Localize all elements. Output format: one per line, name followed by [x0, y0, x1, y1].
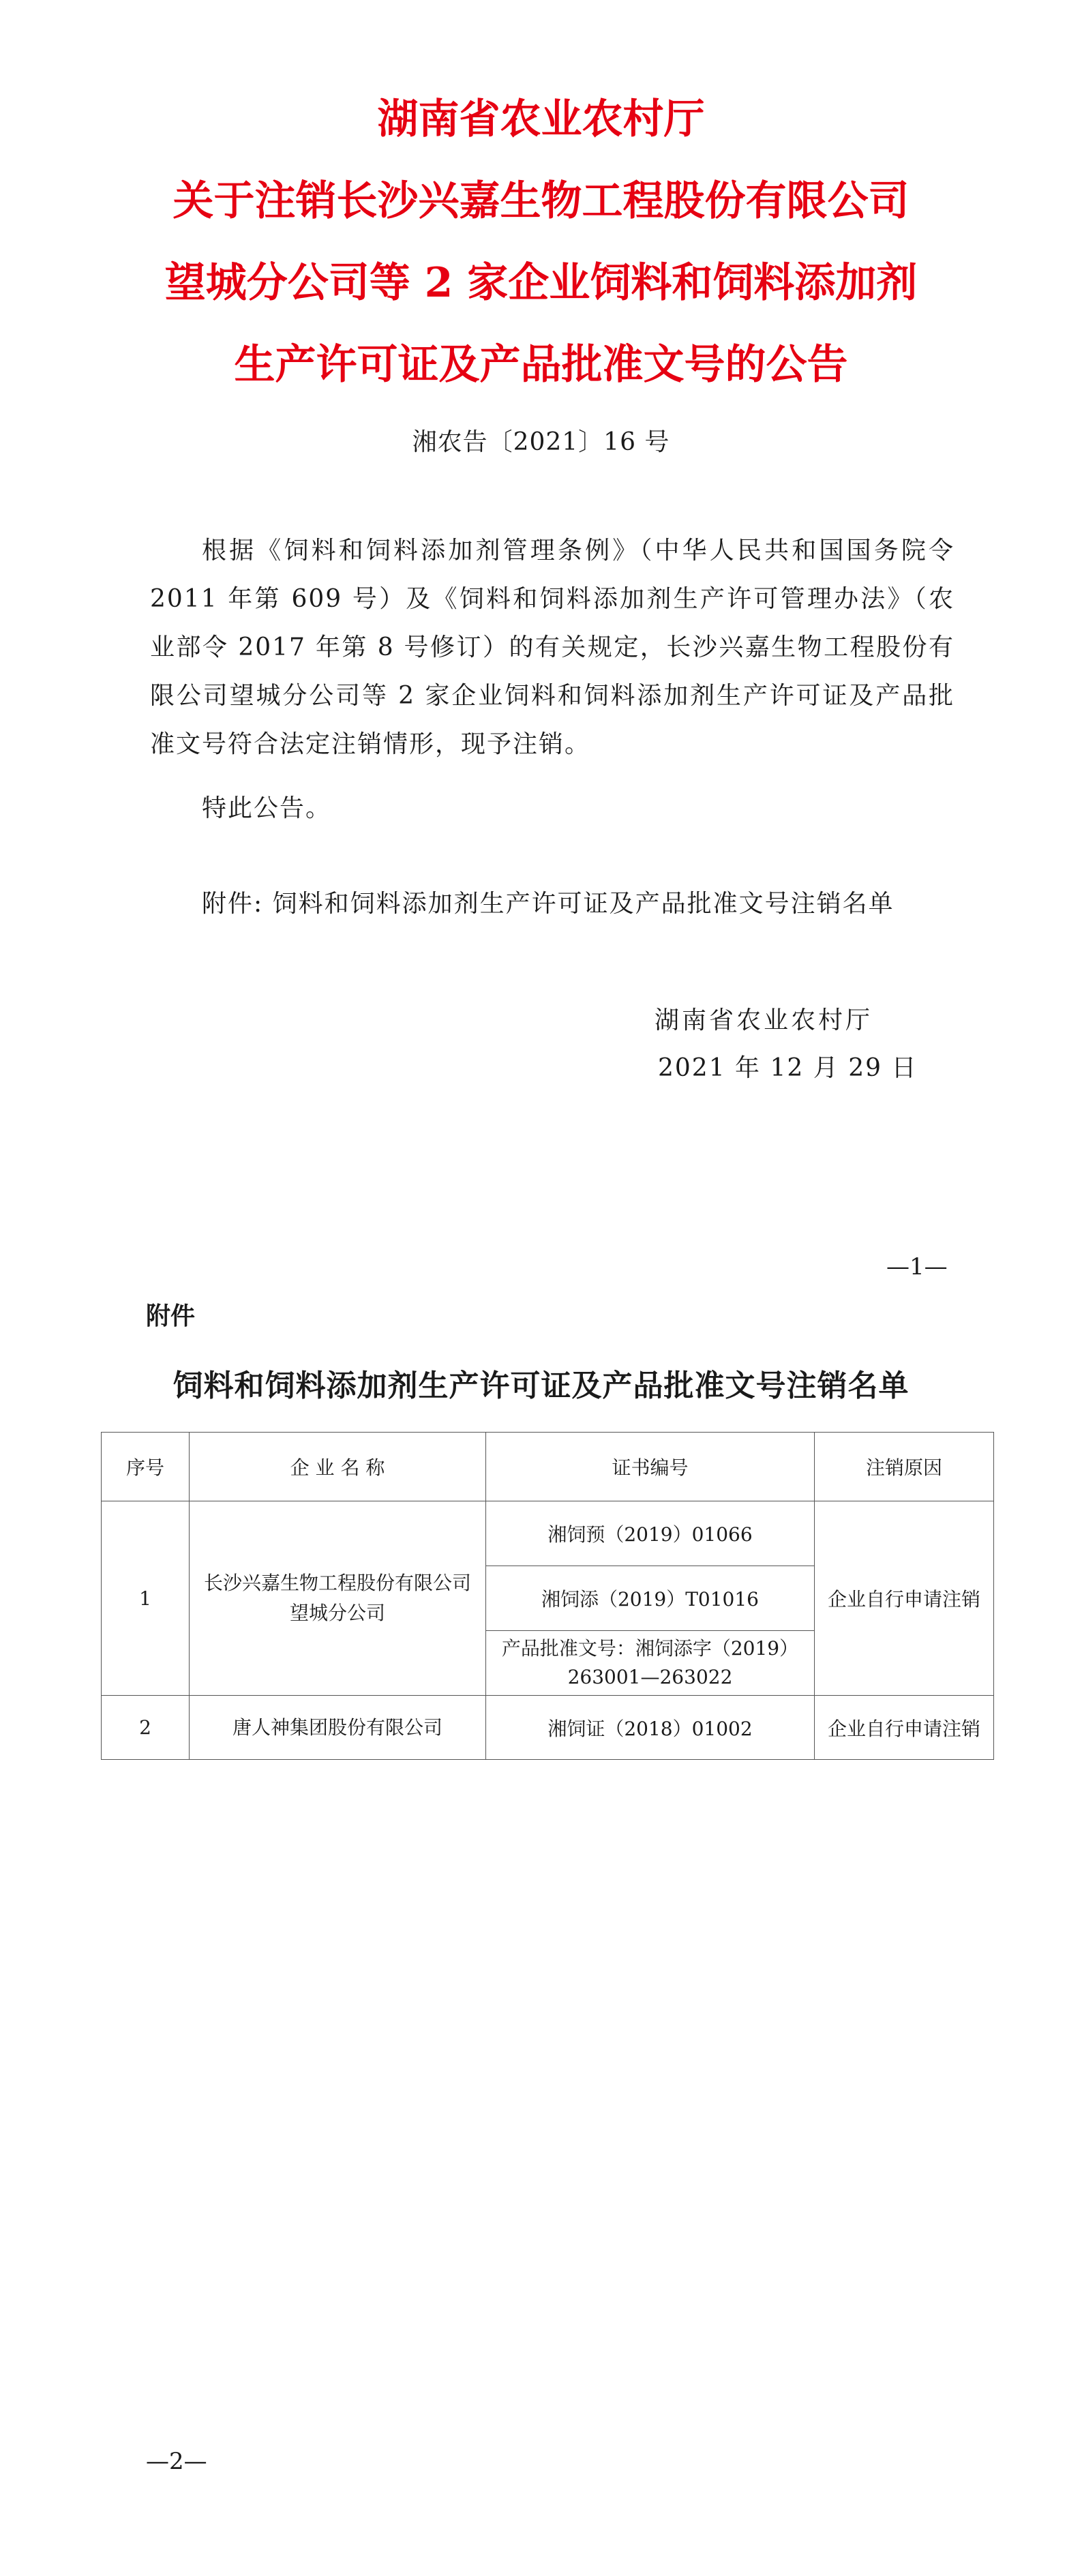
row-1-cert-3 — [486, 1631, 815, 1696]
row-2-cert-1: 湘饲证（2018）01002 — [486, 1696, 815, 1760]
row-1-no: 1 — [102, 1501, 190, 1696]
row-2-company: 唐人神集团股份有限公司 — [190, 1696, 486, 1760]
title-line-4: 生产许可证及产品批准文号的公告 — [234, 341, 848, 389]
attachment-label: 附件 — [146, 1302, 196, 1330]
title-line-3: 望城分公司等 2 家企业饲料和饲料添加剂 — [164, 259, 918, 307]
signature-date: 2021 年 12 月 29 日 — [658, 1054, 918, 1082]
signature-organization: 湖南省农业农村厅 — [655, 1006, 873, 1034]
body-paragraph-1: 根据《饲料和饲料添加剂管理条例》（中华人民共和国国务院令 2011 年第 609 号）及《饲料和饲料添加剂生产许可管理办法》（农业部令 2017 年第 8 号修订）的有关规定，长沙兴嘉生物工程股份有限公司望城分公司等 2 家企业饲料和饲料添加剂生产许可证及产品批准文号符合法定注销情形，现予注销。 — [150, 537, 955, 758]
body-paragraph-2: 特此公告。 — [202, 794, 332, 822]
row-2-no: 2 — [102, 1696, 190, 1760]
row-1-cert-2: 湘饲添（2019）T01016 — [486, 1566, 815, 1631]
row-1-cert-1: 湘饲预（2019）01066 — [486, 1501, 815, 1566]
attachment-title: 饲料和饲料添加剂生产许可证及产品批准文号注销名单 — [172, 1368, 910, 1403]
table-header-row — [102, 1433, 994, 1501]
page-number-2: —2— — [146, 2448, 207, 2475]
document-number: 湘农告〔2021〕16 号 — [412, 428, 670, 456]
title-line-1: 湖南省农业农村厅 — [377, 95, 705, 143]
row-1-cert-3-line-2: 263001—263022 — [567, 1666, 733, 1688]
table-row — [102, 1696, 994, 1760]
attachment-reference: 附件: 饲料和饲料添加剂生产许可证及产品批准文号注销名单 — [202, 890, 895, 918]
row-1-reason: 企业自行申请注销 — [815, 1501, 994, 1696]
title-line-2: 关于注销长沙兴嘉生物工程股份有限公司 — [172, 177, 910, 225]
announcement-title — [0, 78, 1082, 406]
cancellation-table — [101, 1432, 994, 1760]
header-no: 序号 — [102, 1433, 190, 1501]
table-row — [102, 1501, 994, 1566]
page-number-1: —1— — [886, 1253, 948, 1280]
header-cert: 证书编号 — [486, 1433, 815, 1501]
header-reason: 注销原因 — [815, 1433, 994, 1501]
row-2-reason: 企业自行申请注销 — [815, 1696, 994, 1760]
row-1-cert-3-line-1: 产品批准文号：湘饲添字（2019） — [501, 1637, 799, 1660]
row-1-company: 长沙兴嘉生物工程股份有限公司望城分公司 — [190, 1501, 486, 1696]
header-company: 企 业 名 称 — [190, 1433, 486, 1501]
